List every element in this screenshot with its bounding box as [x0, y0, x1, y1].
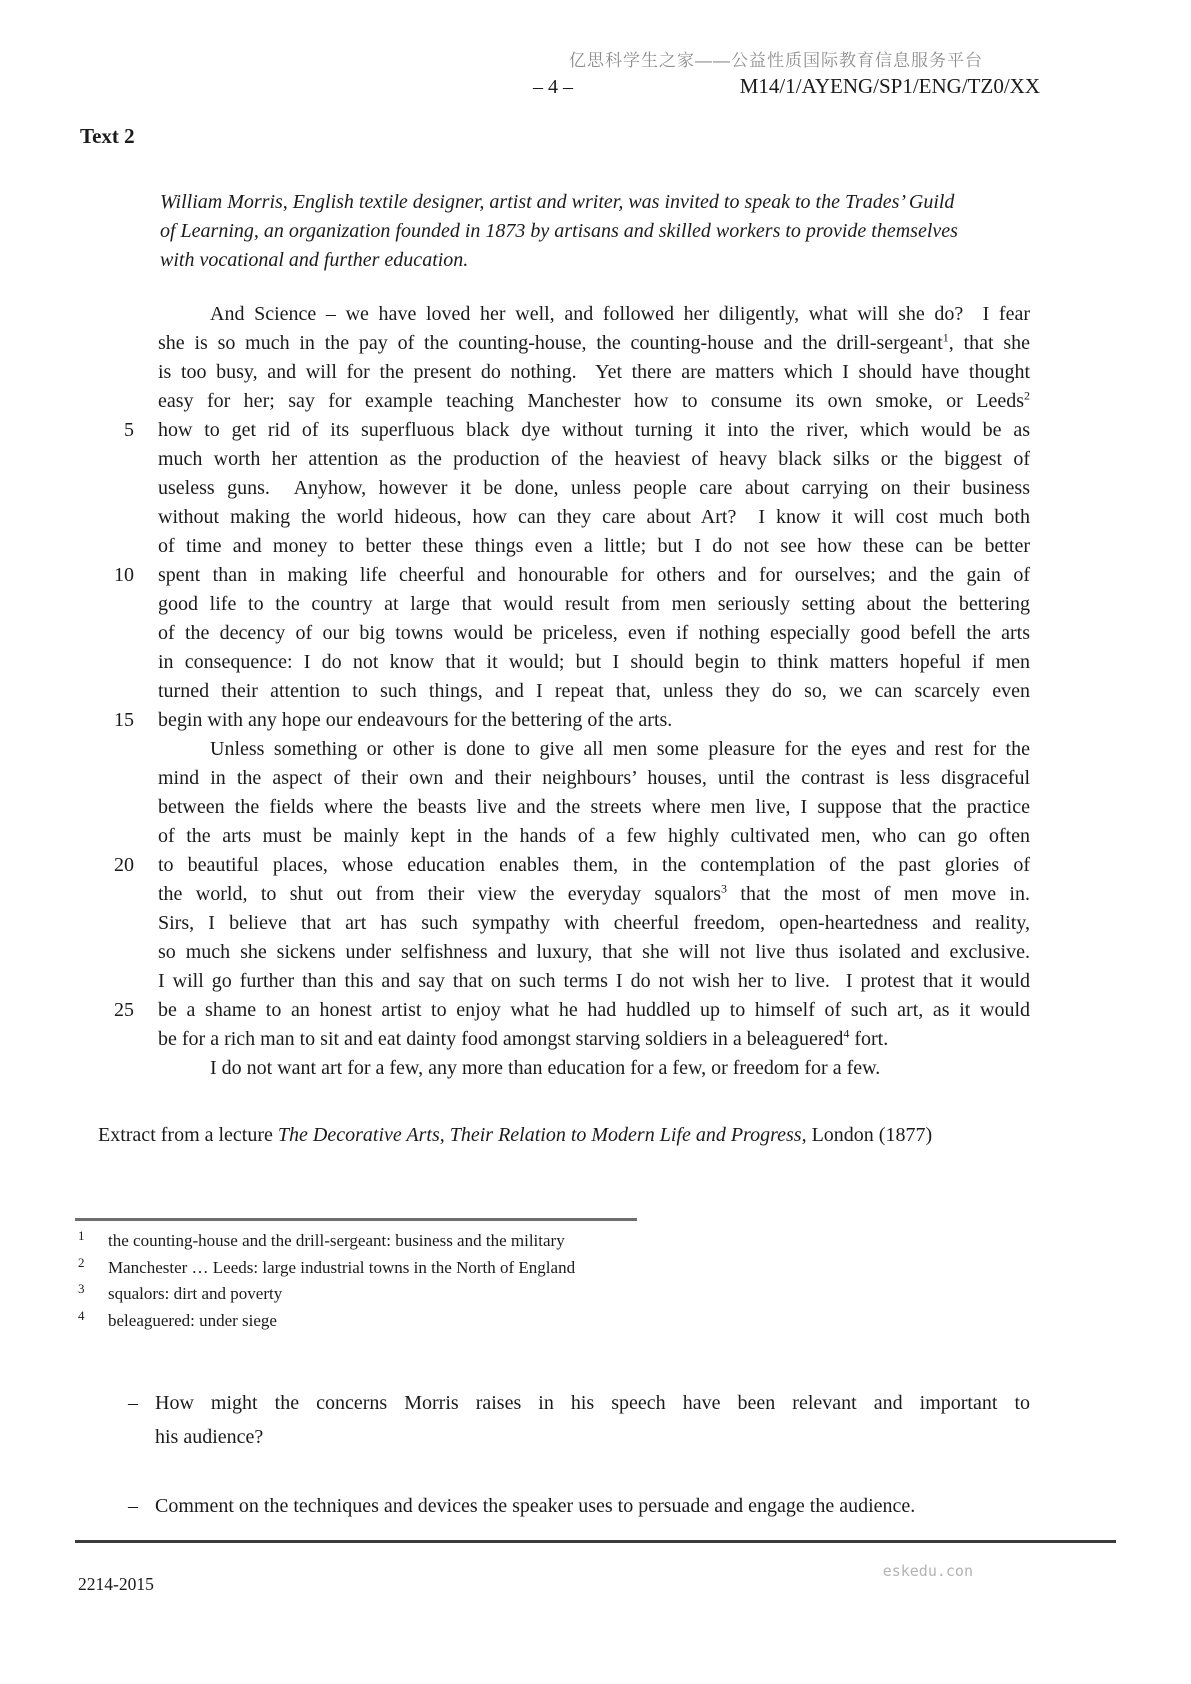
- question-line: How might the concerns Morris raises in his speech have been relevant and important to: [155, 1392, 1030, 1414]
- line-text: how to get rid of its superfluous black dye without turning it into the river, which would be as: [158, 419, 1030, 441]
- line-text: is too busy, and will for the present do nothing. Yet there are matters which I should have thought: [158, 361, 1030, 383]
- attribution-line: Extract from a lecture The Decorative Arts, Their Relation to Modern Life and Progress, London (1877): [98, 1124, 933, 1146]
- text-line: [75, 967, 1030, 996]
- text-line: [75, 793, 1030, 822]
- footnote-item: [75, 1308, 695, 1335]
- footnote-ref: 4: [843, 1026, 850, 1041]
- line-text: Sirs, I believe that art has such sympathy with cheerful freedom, open-heartedness and reality,: [158, 912, 1030, 934]
- footnote-text: the counting-house and the drill-sergeant: business and the military: [108, 1231, 565, 1250]
- line-number: [75, 590, 158, 619]
- line-number: [75, 387, 158, 416]
- footer-code: 2214-2015: [78, 1574, 154, 1594]
- line-text: she is so much in the pay of the counting-house, the counting-house and the drill-sergeant$^1$, that she: [158, 330, 1030, 354]
- text-line: [75, 329, 1030, 358]
- text-line: [75, 764, 1030, 793]
- intro-block: [160, 188, 1040, 275]
- line-text: good life to the country at large that would result from men seriously setting about the bettering: [158, 593, 1030, 615]
- line-text: turned their attention to such things, and I repeat that, unless they do so, we can scarcely even: [158, 680, 1030, 702]
- text-line: [75, 358, 1030, 387]
- line-text: of the arts must be mainly kept in the hands of a few highly cultivated men, who can go often: [158, 825, 1030, 847]
- line-number: [75, 822, 158, 851]
- line-number: [75, 764, 158, 793]
- text-line: [75, 503, 1030, 532]
- line-text: to beautiful places, whose education enables them, in the contemplation of the past glories of: [158, 854, 1030, 876]
- line-number: [75, 532, 158, 561]
- question-line: his audience?: [155, 1426, 264, 1448]
- line-text: begin with any hope our endeavours for the bettering of the arts.: [158, 709, 673, 731]
- footnote-marker: 3: [78, 1281, 85, 1296]
- text-line: [75, 300, 1030, 329]
- text-line: [75, 880, 1030, 909]
- text-line: [75, 677, 1030, 706]
- line-text: And Science – we have loved her well, and followed her diligently, what will she do? I fear: [210, 303, 1030, 325]
- text-line: [75, 474, 1030, 503]
- line-number: [75, 619, 158, 648]
- line-number: [75, 300, 158, 329]
- line-text: so much she sickens under selfishness and luxury, that she will not live thus isolated and exclusive.: [158, 941, 1030, 963]
- footer-divider: [75, 1540, 1116, 1543]
- text-line: [75, 1054, 1030, 1083]
- footnote-marker: 1: [78, 1228, 85, 1243]
- line-number: 15: [114, 709, 134, 731]
- line-text: the world, to shut out from their view the everyday squalors$^3$ that the most of men move in.: [158, 881, 1030, 905]
- text-line: [75, 909, 1030, 938]
- line-number: [75, 880, 158, 909]
- line-number: [75, 329, 158, 358]
- footnote-ref: 1: [942, 330, 949, 345]
- line-number: [75, 967, 158, 996]
- footnote-marker: 2: [78, 1254, 85, 1270]
- footnote-marker: 4: [78, 1307, 85, 1323]
- footnote-divider: [75, 1218, 637, 1221]
- guiding-question: [128, 1386, 1033, 1454]
- body-block: [75, 300, 1030, 1083]
- line-number: 10: [114, 564, 134, 586]
- line-number: [75, 474, 158, 503]
- line-text: of time and money to better these things even a little; but I do not see how these can be better: [158, 535, 1030, 557]
- text-line: [75, 648, 1030, 677]
- line-number: [75, 793, 158, 822]
- line-text: in consequence: I do not know that it would; but I should begin to think matters hopeful if men: [158, 651, 1030, 673]
- footnote-ref: 3: [721, 881, 728, 896]
- text-line: [75, 938, 1030, 967]
- footnote-item: [75, 1228, 695, 1255]
- paper-code: M14/1/AYENG/SP1/ENG/TZ0/XX: [739, 74, 1040, 98]
- line-text: be a shame to an honest artist to enjoy what he had huddled up to himself of such art, as it would: [158, 999, 1030, 1021]
- line-text: I do not want art for a few, any more than education for a few, or freedom for a few.: [210, 1057, 881, 1079]
- text-line: [75, 822, 1030, 851]
- watermark: eskedu.con: [882, 1562, 973, 1580]
- italic-title: The Decorative Arts, Their Relation to Modern Life and Progress: [277, 1124, 802, 1146]
- line-text: spent than in making life cheerful and honourable for others and for ourselves; and the gain of: [158, 564, 1030, 586]
- line-number: [75, 1054, 158, 1083]
- line-text: between the fields where the beasts live and the streets where men live, I suppose that the practice: [158, 796, 1030, 818]
- site-banner: 亿思科学生之家——公益性质国际教育信息服务平台: [569, 51, 983, 70]
- footnote-text: beleaguered: under siege: [108, 1310, 277, 1330]
- line-number: 20: [114, 854, 134, 876]
- question-lines: [155, 1489, 1030, 1523]
- line-number: [75, 677, 158, 706]
- text-line: [75, 851, 1030, 880]
- text-line: [75, 416, 1030, 445]
- footnote-text: squalors: dirt and poverty: [108, 1284, 283, 1303]
- question-dash: –: [128, 1392, 138, 1414]
- footnote-item: [75, 1281, 695, 1308]
- line-text: I will go further than this and say that on such terms I do not wish her to live. I protest that it would: [158, 970, 1030, 992]
- footnote-ref: 2: [1024, 388, 1030, 403]
- line-text: mind in the aspect of their own and their neighbours’ houses, until the contrast is less disgraceful: [158, 767, 1030, 789]
- text-line: [75, 1025, 1030, 1054]
- line-number: 25: [114, 999, 134, 1021]
- line-number: [75, 735, 158, 764]
- question-dash: –: [128, 1495, 138, 1517]
- line-number: [75, 909, 158, 938]
- line-text: easy for her; say for example teaching Manchester how to consume its own smoke, or Leeds$^2$: [158, 388, 1030, 412]
- line-text: of the decency of our big towns would be priceless, even if nothing especially good befell the arts: [158, 622, 1030, 644]
- text-line: [75, 735, 1030, 764]
- intro-line: William Morris, English textile designer, artist and writer, was invited to speak to the Trades’ Guild: [160, 191, 955, 213]
- line-number: [75, 648, 158, 677]
- guiding-question: [128, 1489, 1033, 1523]
- line-text: without making the world hideous, how can they care about Art? I know it will cost much both: [158, 506, 1030, 528]
- line-number: [75, 445, 158, 474]
- text-line: [75, 996, 1030, 1025]
- line-text: Unless something or other is done to give all men some pleasure for the eyes and rest for the: [210, 738, 1030, 760]
- text-line: [75, 561, 1030, 590]
- text-line: [75, 532, 1030, 561]
- text-line: [75, 445, 1030, 474]
- text-line: [75, 387, 1030, 416]
- line-number: [75, 358, 158, 387]
- text-line: [75, 590, 1030, 619]
- page-number: – 4 –: [533, 76, 573, 98]
- line-number: [75, 938, 158, 967]
- text-line: [75, 706, 1030, 735]
- line-number: [75, 503, 158, 532]
- questions-block: [128, 1386, 1033, 1558]
- footnote-item: [75, 1255, 695, 1282]
- line-number: [75, 1025, 158, 1054]
- intro-line: of Learning, an organization founded in 1873 by artisans and skilled workers to provide themselves: [160, 220, 958, 242]
- text-line: [75, 619, 1030, 648]
- line-text: much worth her attention as the production of the heaviest of heavy black silks or the biggest of: [158, 448, 1030, 470]
- intro-line: with vocational and further education.: [160, 249, 469, 271]
- line-text: useless guns. Anyhow, however it be done, unless people care about carrying on their business: [158, 477, 1030, 499]
- footnote-text: Manchester … Leeds: large industrial towns in the North of England: [108, 1257, 576, 1277]
- section-title: Text 2: [80, 124, 135, 148]
- line-number: 5: [124, 419, 134, 441]
- question-lines: [155, 1386, 1030, 1454]
- question-line: Comment on the techniques and devices the speaker uses to persuade and engage the audience.: [155, 1495, 916, 1517]
- line-text: be for a rich man to sit and eat dainty food amongst starving soldiers in a beleaguered$^4$ fort.: [158, 1026, 889, 1050]
- footnotes-block: [75, 1228, 695, 1334]
